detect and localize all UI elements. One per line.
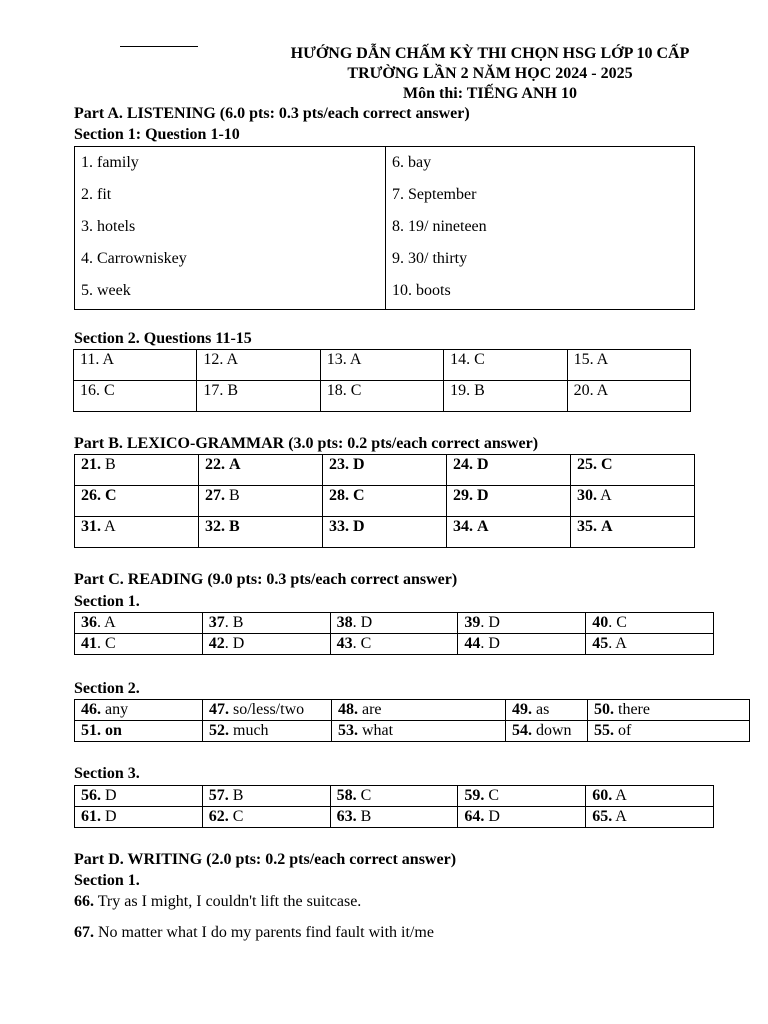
question-number: 56.: [81, 787, 101, 804]
question-number: 24.: [453, 456, 473, 473]
table-body: [75, 455, 695, 548]
listening-section-2-table: [73, 349, 691, 412]
document-title-line-2: TRƯỜNG LẦN 2 NĂM HỌC 2024 - 2025: [347, 65, 633, 82]
question-number: 28.: [329, 487, 349, 504]
answer-text: as: [532, 701, 550, 718]
answer-text: . D: [480, 614, 500, 631]
answer-cell: [75, 721, 203, 742]
question-number: 55.: [594, 722, 614, 739]
answer-text: A: [612, 787, 627, 804]
table-row: [75, 613, 714, 634]
reading-section-3-table: [74, 785, 714, 828]
answer-cell: [332, 721, 506, 742]
answer-cell: [75, 786, 203, 807]
question-number: 44: [464, 635, 481, 652]
answer-text: . D: [224, 635, 245, 652]
answer-text: . C: [608, 614, 627, 631]
answer-text: B: [356, 808, 372, 825]
answer-cell: [586, 634, 714, 655]
reading-section-1-table: [74, 612, 714, 655]
answer-cell: [330, 634, 458, 655]
answer-cell: [458, 786, 586, 807]
question-number: 67.: [74, 924, 94, 941]
question-number: 49.: [512, 701, 532, 718]
question-number: 52.: [209, 722, 229, 739]
question-number: 42: [208, 635, 225, 652]
answer-item: 3. hotels: [81, 218, 136, 235]
question-number: 45: [592, 635, 609, 652]
lexico-grammar-table: [74, 454, 695, 548]
writing-answer-67: [74, 923, 434, 942]
answer-cell: [199, 455, 323, 486]
question-number: 31.: [81, 518, 101, 535]
answer-text: B: [105, 456, 116, 473]
part-c-section-3-heading: Section 3.: [74, 765, 140, 782]
answer-text: D: [484, 808, 500, 825]
answer-text: C: [601, 456, 613, 473]
question-number: 29.: [453, 487, 473, 504]
answer-cell: 20. A: [567, 381, 690, 412]
answer-cell: [202, 634, 330, 655]
answer-text: B: [228, 787, 244, 804]
answer-cell: [323, 517, 447, 548]
answer-item: 2. fit: [81, 186, 112, 203]
answer-cell: [447, 486, 571, 517]
answer-cell: [458, 613, 586, 634]
answer-cell: [330, 807, 458, 828]
part-a-section-2-heading: Section 2. Questions 11-15: [74, 330, 252, 347]
question-number: 59.: [464, 787, 485, 804]
answer-text: A: [601, 518, 613, 535]
answer-cell: [202, 807, 330, 828]
question-number: 34.: [453, 518, 473, 535]
question-number: 61.: [81, 808, 101, 825]
answer-text: Try as I might, I couldn't lift the suitcase.: [94, 893, 362, 910]
answer-text: D: [101, 787, 117, 804]
answer-text: much: [229, 722, 269, 739]
question-number: 37: [208, 614, 225, 631]
left-column: [75, 147, 386, 310]
answer-text: . D: [352, 614, 373, 631]
answer-cell: [506, 721, 588, 742]
answer-cell: [202, 786, 330, 807]
right-column: [386, 147, 695, 310]
answer-cell: [323, 455, 447, 486]
answer-text: . C: [352, 635, 372, 652]
question-number: 60.: [592, 787, 613, 804]
answer-cell: [586, 807, 714, 828]
answer-cell: [571, 486, 695, 517]
answer-cell: [75, 700, 203, 721]
part-a-section-1-heading: Section 1: Question 1-10: [74, 126, 240, 143]
question-number: 54.: [512, 722, 532, 739]
answer-cell: [571, 455, 695, 486]
answer-cell: [588, 721, 750, 742]
table-body: [75, 700, 750, 742]
table-row: [74, 350, 691, 381]
table-row: [75, 721, 750, 742]
table-row: [75, 786, 714, 807]
answer-text: D: [353, 518, 365, 535]
answer-item: 5. week: [81, 282, 131, 299]
answer-text: C: [353, 487, 365, 504]
question-number: 26.: [81, 487, 101, 504]
answer-text: . D: [480, 635, 500, 652]
answer-cell: [447, 455, 571, 486]
answer-cell: [75, 613, 203, 634]
question-number: 53.: [338, 722, 358, 739]
question-number: 64.: [464, 808, 485, 825]
answer-text: are: [358, 701, 382, 718]
answer-text: there: [614, 701, 650, 718]
table-body: [75, 786, 714, 828]
answer-text: No matter what I do my parents find fault with it/me: [94, 924, 434, 941]
answer-cell: 17. B: [197, 381, 320, 412]
question-number: 38: [336, 614, 353, 631]
question-number: 58.: [336, 787, 357, 804]
table-row: [74, 381, 691, 412]
answer-item: 7. September: [392, 186, 477, 203]
question-number: 43: [336, 635, 353, 652]
answer-text: down: [532, 722, 572, 739]
question-number: 30.: [577, 487, 597, 504]
part-c-heading: Part C. READING (9.0 pts: 0.3 pts/each correct answer): [74, 571, 458, 588]
answer-text: D: [477, 487, 489, 504]
answer-cell: [199, 517, 323, 548]
table-row: [75, 147, 695, 310]
answer-item: 4. Carrowniskey: [81, 250, 187, 267]
reading-section-2-table: [74, 699, 750, 742]
table-row: [75, 517, 695, 548]
answer-text: D: [101, 808, 117, 825]
answer-text: D: [477, 456, 489, 473]
question-number: 40: [592, 614, 609, 631]
answer-text: . A: [608, 635, 627, 652]
answer-text: A: [229, 456, 241, 473]
writing-answer-66: [74, 892, 361, 911]
answer-cell: [330, 786, 458, 807]
answer-cell: 13. A: [320, 350, 443, 381]
answer-cell: [75, 634, 203, 655]
question-number: 46.: [81, 701, 101, 718]
answer-cell: [332, 700, 506, 721]
table-row: [75, 486, 695, 517]
answer-text: C: [356, 787, 372, 804]
answer-item: 6. bay: [392, 154, 432, 171]
answer-text: A: [477, 518, 489, 535]
question-number: 65.: [592, 808, 613, 825]
answer-cell: [75, 455, 199, 486]
answer-text: B: [229, 487, 240, 504]
part-c-section-1-heading: Section 1.: [74, 593, 140, 610]
question-number: 51. on: [81, 722, 122, 739]
question-number: 25.: [577, 456, 597, 473]
question-number: 22.: [205, 456, 225, 473]
answer-cell: [202, 613, 330, 634]
part-b-heading: Part B. LEXICO-GRAMMAR (3.0 pts: 0.2 pts/each correct answer): [74, 435, 539, 452]
answer-cell: [203, 700, 332, 721]
answer-text: . C: [97, 635, 116, 652]
answer-cell: [447, 517, 571, 548]
answer-cell: [75, 517, 199, 548]
question-number: 36: [81, 614, 97, 631]
answer-cell: 16. C: [74, 381, 197, 412]
answer-cell: 18. C: [320, 381, 443, 412]
answer-item: 1. family: [81, 154, 139, 171]
answer-cell: [199, 486, 323, 517]
answer-cell: [588, 700, 750, 721]
answer-cell: 19. B: [444, 381, 567, 412]
table-row: [75, 455, 695, 486]
question-number: 47.: [209, 701, 229, 718]
question-number: 33.: [329, 518, 349, 535]
part-c-section-2-heading: Section 2.: [74, 680, 140, 697]
question-number: 66.: [74, 893, 94, 910]
question-number: 63.: [336, 808, 357, 825]
answer-text: C: [484, 787, 500, 804]
answer-cell: [458, 634, 586, 655]
answer-text: A: [104, 518, 116, 535]
answer-text: what: [358, 722, 394, 739]
answer-text: C: [105, 487, 117, 504]
part-d-section-1-heading: Section 1.: [74, 872, 140, 889]
table-row: [75, 807, 714, 828]
answer-cell: [506, 700, 588, 721]
question-number: 50.: [594, 701, 614, 718]
document-title-line-1: HƯỚNG DẪN CHẤM KỲ THI CHỌN HSG LỚP 10 CẤP: [290, 45, 690, 62]
document-subject: Môn thi: TIẾNG ANH 10: [403, 85, 577, 102]
answer-text: any: [101, 701, 129, 718]
table-row: [75, 700, 750, 721]
answer-text: B: [229, 518, 240, 535]
answer-cell: 12. A: [197, 350, 320, 381]
answer-cell: [586, 786, 714, 807]
part-a-heading: Part A. LISTENING (6.0 pts: 0.3 pts/each correct answer): [74, 105, 470, 122]
question-number: 62.: [208, 808, 229, 825]
answer-cell: [330, 613, 458, 634]
answer-text: of: [614, 722, 632, 739]
question-number: 48.: [338, 701, 358, 718]
question-number: 27.: [205, 487, 225, 504]
table-row: [75, 634, 714, 655]
answer-text: C: [228, 808, 244, 825]
answer-cell: 14. C: [444, 350, 567, 381]
answer-cell: [75, 807, 203, 828]
question-number: 39: [464, 614, 481, 631]
listening-section-1-table: [74, 146, 695, 310]
question-number: 57.: [208, 787, 229, 804]
answer-cell: [571, 517, 695, 548]
table-body: [75, 613, 714, 655]
question-number: 35.: [577, 518, 597, 535]
header-rule: [120, 46, 198, 47]
answer-text: . A: [97, 614, 116, 631]
answer-cell: [75, 486, 199, 517]
answer-cell: [458, 807, 586, 828]
answer-cell: 15. A: [567, 350, 690, 381]
question-number: 21.: [81, 456, 101, 473]
answer-text: A: [612, 808, 627, 825]
answer-text: D: [353, 456, 365, 473]
answer-cell: [203, 721, 332, 742]
question-number: 41: [81, 635, 97, 652]
answer-text: A: [600, 487, 612, 504]
answer-cell: 11. A: [74, 350, 197, 381]
answer-text: so/less/two: [229, 701, 305, 718]
answer-text: . B: [224, 614, 244, 631]
answer-cell: [586, 613, 714, 634]
question-number: 32.: [205, 518, 225, 535]
answer-item: 9. 30/ thirty: [392, 250, 468, 267]
answer-item: 10. boots: [392, 282, 451, 299]
answer-item: 8. 19/ nineteen: [392, 218, 487, 235]
answer-cell: [323, 486, 447, 517]
question-number: 23.: [329, 456, 349, 473]
part-d-heading: Part D. WRITING (2.0 pts: 0.2 pts/each correct answer): [74, 851, 457, 868]
